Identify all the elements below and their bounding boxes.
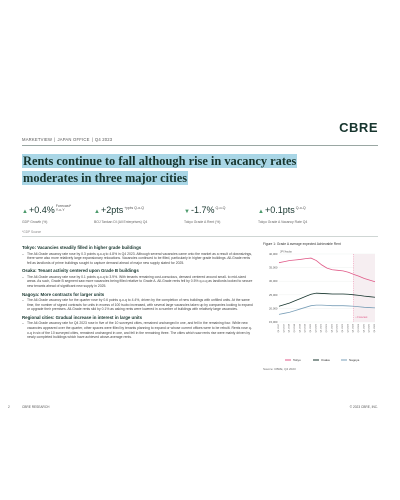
kpi-tag-bottom: Y-o-Y: [55, 207, 65, 212]
up-arrow-icon: ▲: [22, 209, 28, 215]
kpi-strip: [22, 200, 382, 226]
x-tick-label: Q1 2017: [278, 324, 280, 333]
x-tick-label: Q1 2025: [363, 324, 366, 333]
kpi-tag: [56, 205, 71, 213]
breadcrumb-item: JAPAN OFFICE: [57, 137, 90, 142]
kpi-tag: [124, 207, 144, 211]
forecast-label: ▪ Forecast: [355, 316, 368, 319]
header-rule: [22, 145, 378, 146]
footer-copyright: © 2023 CBRE, INC.: [349, 405, 378, 409]
x-tick-label: Q3 2019: [304, 324, 307, 333]
x-tick-label: Q3 2018: [294, 324, 296, 333]
breadcrumb-separator: |: [91, 137, 93, 142]
page-title: [22, 153, 322, 187]
kpi-footnote: *GDP Source: [22, 230, 42, 234]
x-tick-label: Q1 2019: [299, 324, 302, 333]
page-footer: [0, 405, 400, 417]
x-tick-label: Q1 2021: [320, 324, 323, 333]
breadcrumb-item: MARKETVIEW: [22, 137, 53, 142]
kpi-value: +0.1pts: [264, 205, 295, 215]
body-text-column: [22, 242, 254, 341]
kpi-tag: [296, 207, 306, 211]
section-heading-osaka: Osaka: Tenant activity centered upon Grade B buildings: [22, 268, 139, 274]
figure-source: Source: CBRE, Q4 2023: [263, 367, 296, 371]
x-tick-label: Q1 2026: [374, 324, 376, 333]
breadcrumb: [22, 137, 112, 142]
page-number: 2: [8, 405, 10, 409]
y-axis-label: JPY/tsubo: [280, 250, 292, 254]
kpi-tankan: [94, 200, 147, 224]
y-tick-label: 30,000: [268, 279, 278, 284]
x-tick-label: Q3 2024: [358, 324, 360, 333]
section-heading-nagoya: Nagoya: More contracts for larger units: [22, 291, 105, 297]
legend-label: Nagoya: [349, 358, 360, 362]
x-tick-label: Q1 2020: [310, 324, 312, 333]
kpi-tag: [215, 207, 225, 211]
top-blank-band: [0, 0, 400, 100]
kpi-caption: Tokyo Grade A Vacancy Rate Q4: [258, 220, 308, 224]
x-tick-label: Q3 2025: [368, 324, 371, 333]
x-tick-label: Q3 2020: [315, 324, 318, 333]
y-tick-label: 35,000: [268, 265, 278, 270]
x-tick-label: Q1 2022: [331, 324, 334, 333]
up-arrow-icon: ▲: [94, 209, 100, 215]
footer-left: CBRE RESEARCH: [22, 405, 50, 409]
page-title-line-1: Rents continue to fall although rise in vacancy rates: [23, 154, 297, 168]
x-tick-label: Q3 2023: [347, 324, 350, 333]
legend-label: Tokyo: [293, 358, 301, 362]
kpi-caption: Tokyo Grade A Rent (%): [184, 220, 221, 224]
breadcrumb-separator: |: [54, 137, 56, 142]
bullet-paragraph: – The All-Grade vacancy rate rose by 0.1 points q-o-q to 3.9%. With tenants remaining cost-conscious, demand centered around small- to mid-sized areas. As such, Grade B segment saw more vacancies being filled relative to Grade A. All-Grade rents fell by 0.5% q-o-q as landlords looked to secure new tenants ahead of significant new supply in 2025.: [22, 275, 254, 289]
kpi-value: +0.4%: [28, 205, 55, 215]
bullet-paragraph: – The All-Grade vacancy rate rose by 0.3 points q-o-q to 4.8% in Q4 2023. Although several vacancies came onto the market as a result of downsizings, there were also more relatively large expansionary relocations. Vacancies continued to be filled, particularly in higher grade buildings. All-Grade rents fell as landlords of prime buildings sought to capture demand ahead of major new supply slated for 2025.: [22, 252, 254, 266]
cbre-logo: CBRE: [339, 120, 378, 135]
section-heading-tokyo: Tokyo: Vacancies steadily filled in higher grade buildings: [22, 245, 142, 250]
x-tick-label: Q3 2022: [336, 324, 339, 333]
kpi-caption: BOJ Tankan DI (All Enterprises) Q4: [94, 220, 148, 224]
section-heading-regional: Regional cities: Gradual increase in interest in large units: [22, 314, 143, 320]
kpi-caption: GDP Growth (%): [22, 220, 48, 224]
forecast-region: [354, 254, 375, 322]
kpi-tokyo-vacancy: [258, 200, 307, 224]
line-chart: [263, 248, 378, 366]
y-tick-label: 20,000: [268, 306, 278, 311]
down-arrow-icon: ▼: [184, 209, 190, 215]
bullet-paragraph: – The All-Grade vacancy rate for the quarter rose by 0.6 points q-o-q to 4.4%, driven by the completion of new buildings with unfilled units. At the same time, the number of signed contracts for units in excess of 100 tsubo increased, with several large vacancies taken up by companies looking to expand or upgrade their premises. All-Grade rents slid by 0.1% as asking rents were lowered in a number of buildings with relatively large vacancies.: [22, 298, 254, 312]
y-tick-label: 40,000: [268, 252, 278, 256]
y-tick-label: 25,000: [268, 292, 278, 297]
x-tick-label: Q1 2023: [342, 324, 344, 333]
kpi-value: +2pts: [100, 205, 124, 215]
legend-label: Osaka: [321, 358, 330, 362]
page-title-line-2: moderates in three major cities: [23, 171, 188, 185]
bullet-paragraph: – The All-Grade vacancy rate for Q4 2023 rose in five of the 10 surveyed cities, remained unchanged in one, and fell in the remaining four. While new vacancies appeared over the quarter, other spaces were filled by tenants planning to expand or whose current offices were to be rebuilt. Rents rose q-o-q in six of the 10 surveyed cities, remained unchanged in one, and fell in the remaining three. The cities which saw rents rise were mainly driven by newly completed buildings which have achieved above-average rents.: [22, 321, 254, 339]
figure-rent-chart: [263, 242, 378, 374]
kpi-tag-bottom: Q-o-Q: [215, 205, 226, 210]
kpi-value: -1.7%: [190, 205, 215, 215]
kpi-tag-top: Forecast*: [55, 203, 72, 208]
x-tick-label: Q3 2021: [326, 324, 328, 333]
x-tick-label: Q1 2024: [352, 324, 355, 333]
y-tick-label: 15,000: [268, 320, 278, 324]
x-tick-label: Q1 2018: [288, 324, 291, 333]
up-arrow-icon: ▲: [258, 209, 264, 215]
x-tick-label: Q3 2017: [283, 324, 286, 333]
kpi-tag-bottom: Q-o-Q: [295, 205, 306, 210]
kpi-tokyo-rent: [184, 200, 225, 224]
kpi-gdp: [22, 200, 71, 224]
breadcrumb-item: Q4 2023: [94, 137, 113, 142]
kpi-tag-bottom: +ppts Q-o-Q: [124, 205, 145, 210]
figure-title: Figure 1: Grade A average expected Achievable Rent: [263, 242, 341, 246]
